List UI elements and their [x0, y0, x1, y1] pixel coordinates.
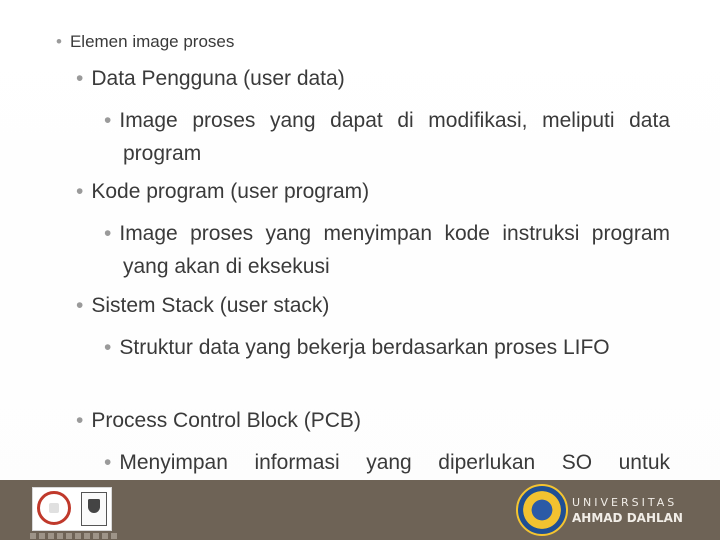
certification-ring-icon [37, 491, 71, 525]
certification-logo [32, 487, 112, 531]
bullet-detail-data-pengguna [104, 104, 670, 170]
bullet-dot-icon: • [76, 294, 84, 317]
item-detail: Image proses yang dapat di modifikasi, meliputi data program [119, 109, 670, 165]
item-label: Sistem Stack (user stack) [91, 294, 330, 317]
item-detail: Menyimpan informasi yang diperlukan SO untuk [119, 451, 670, 474]
university-line1: UNIVERSITAS [572, 496, 678, 509]
university-line2: AHMAD DAHLAN [572, 511, 683, 525]
university-name [572, 496, 712, 526]
bullet-dot-icon: • [104, 451, 112, 474]
bullet-dot-icon: • [104, 222, 112, 245]
bullet-item-kode-program [76, 177, 676, 207]
bullet-detail-kode-program [104, 217, 670, 283]
item-detail: Struktur data yang bekerja berdasarkan proses LIFO [119, 336, 610, 359]
item-detail: Image proses yang menyimpan kode instruksi program yang akan di eksekusi [119, 222, 670, 278]
certification-caption [30, 533, 120, 539]
bullet-dot-icon: • [104, 109, 112, 132]
accreditation-mark-icon [81, 492, 107, 526]
university-seal-icon [516, 484, 568, 536]
bullet-dot-icon: • [76, 67, 84, 90]
item-label: Data Pengguna (user data) [91, 67, 345, 90]
bullet-item-sistem-stack [76, 291, 676, 321]
item-label: Process Control Block (PCB) [91, 409, 361, 432]
item-label: Kode program (user program) [91, 180, 370, 203]
heading-text: Elemen image proses [69, 32, 235, 51]
bullet-item-data-pengguna [76, 64, 676, 94]
bullet-dot-icon: • [76, 180, 84, 203]
bullet-dot-icon: • [76, 409, 84, 432]
bullet-detail-sistem-stack [104, 331, 670, 364]
bullet-item-pcb [76, 406, 676, 436]
bullet-heading [56, 30, 696, 54]
bullet-dot-icon: • [104, 336, 112, 359]
bullet-dot-icon: • [56, 32, 62, 51]
